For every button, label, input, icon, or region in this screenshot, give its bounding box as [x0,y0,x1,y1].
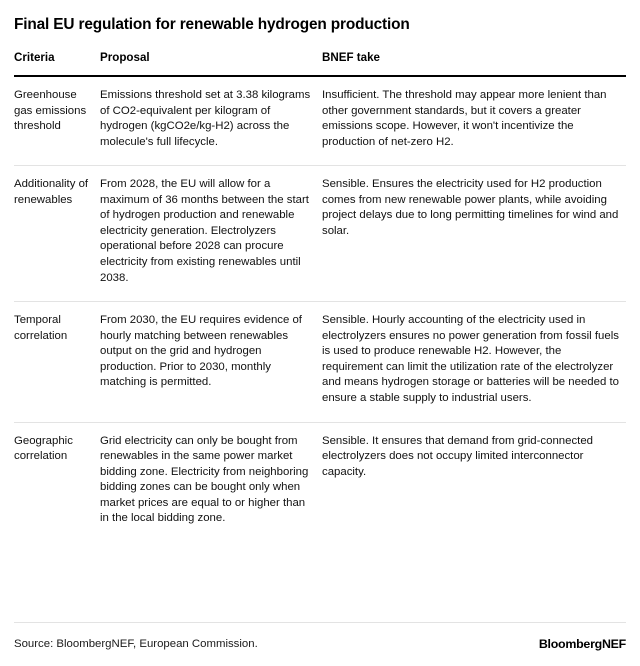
cell-criteria: Geographic correlation [14,434,73,463]
cell-bnef-take: Sensible. Hourly accounting of the electricity used in electrolyzers ensures no power generation from fossil fuels is used to produce renewable H2. However, the requirement can limit the utilization rate of the electrolyzer and means hydrogen storage or batteries will be needed to ensure a stable supply to industrial users. [322,302,626,422]
column-header-bnef-take: BNEF take [322,51,626,75]
cell-proposal: From 2028, the EU will allow for a maximum of 36 months between the start of hydrogen production and renewable electricity generation. Electrolyzers operational before 2028 can procure electricity from existing renewables until 2038. [100,166,322,302]
cell-proposal: Emissions threshold set at 3.38 kilograms of CO2-equivalent per kilogram of hydrogen (kgCO2e/kg-H2) across the molecule's full lifecycle. [100,76,322,166]
cell-bnef-take: Insufficient. The threshold may appear more lenient than other government standards, but it covers a greater emissions scope. However, it won't incentivize the production of net-zero H2. [322,76,626,166]
table-row [14,76,626,166]
cell-proposal: From 2030, the EU requires evidence of hourly matching between renewables output on the grid and hydrogen production. Prior to 2030, monthly matching is permitted. [100,302,322,422]
cell-bnef-take: Sensible. Ensures the electricity used for H2 production comes from new renewable power plants, while avoiding project delays due to long permitting timelines for wind and solar. [322,166,626,302]
cell-bnef-take: Sensible. It ensures that demand from grid-connected electrolyzers does not occupy limited interconnector capacity. [322,434,593,478]
page-title: Final EU regulation for renewable hydrogen production [14,16,410,33]
footer [14,622,626,652]
regulation-table [14,51,626,541]
table-row [14,166,626,302]
bloombergnef-logo: BloombergNEF [538,636,626,651]
column-header-proposal: Proposal [100,51,322,75]
table-row [14,302,626,422]
table-body [14,76,626,542]
cell-criteria: Temporal correlation [14,302,100,422]
source-note: Source: BloombergNEF, European Commission. [14,638,258,651]
cell-criteria: Additionality of renewables [14,166,100,302]
column-header-criteria: Criteria [14,51,100,75]
table-row [14,422,626,542]
table-header-row [14,51,626,75]
cell-criteria: Greenhouse gas emissions threshold [14,76,100,166]
cell-proposal: Grid electricity can only be bought from renewables in the same power market bidding zone. Electricity from neighboring bidding zones can be bought only when market prices are equal to or higher than in the local bidding zone. [100,434,309,525]
table-header [14,51,626,75]
